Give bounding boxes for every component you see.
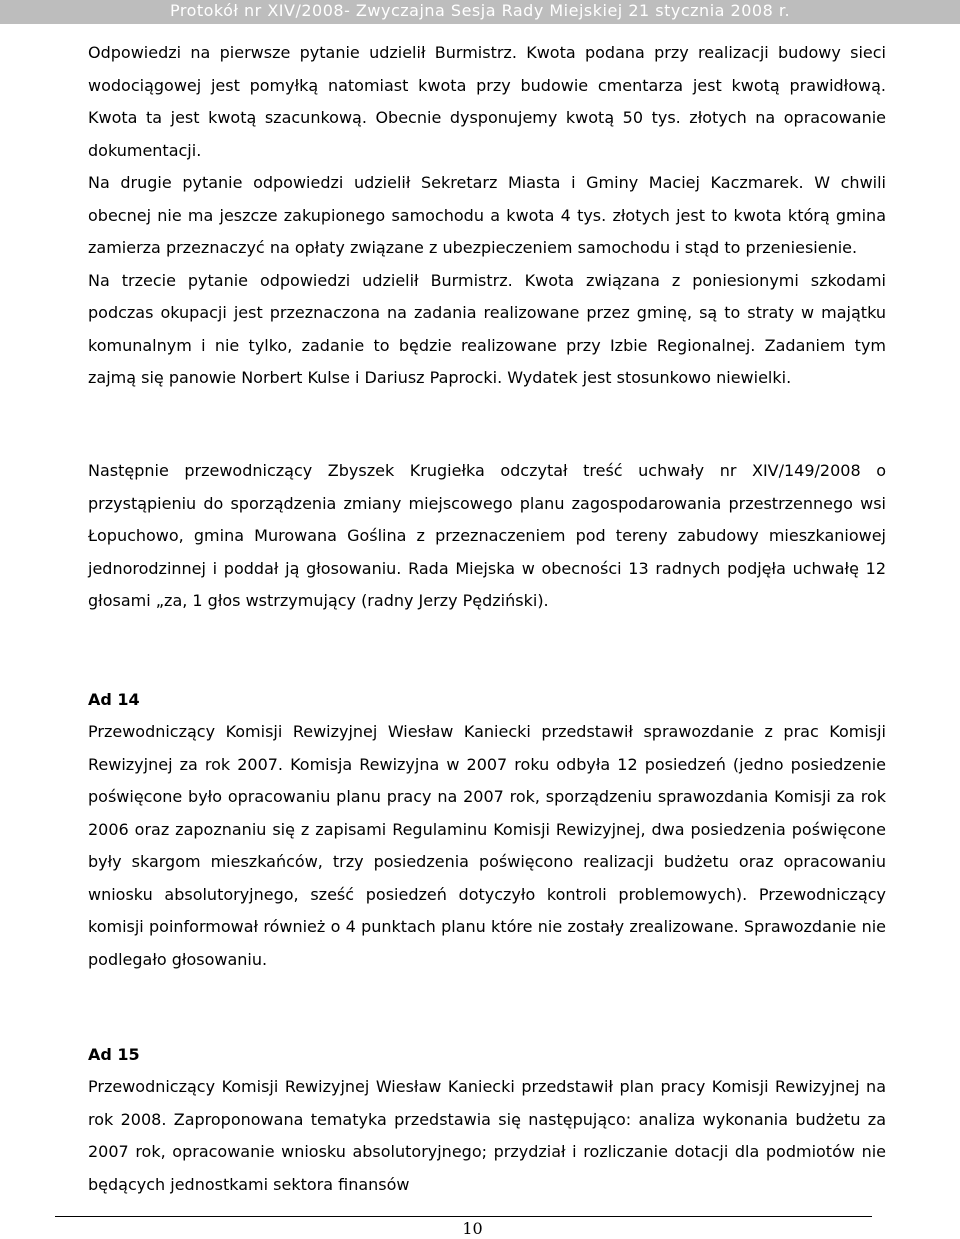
opening-answers-block <box>88 37 886 395</box>
section-15-block <box>88 1071 886 1201</box>
section-heading-ad-14: Ad 14 <box>88 690 140 709</box>
resolution-paragraph: Następnie przewodniczący Zbyszek Krugiełka odczytał treść uchwały nr XIV/149/2008 o przystąpieniu do sporządzenia zmiany miejscowego planu zagospodarowania przestrzennego wsi Łopuchowo, gmina Murowana Goślina z przeznaczeniem pod tereny zabudowy mieszkaniowej jednorodzinnej i poddał ją głosowaniu. Rada Miejska w obecności 13 radnych podjęła uchwałę 12 głosami „za, 1 głos wstrzymujący (radny Jerzy Pędziński). <box>88 461 886 610</box>
resolution-block <box>88 455 886 618</box>
section-15-paragraph: Przewodniczący Komisji Rewizyjnej Wiesław Kaniecki przedstawił plan pracy Komisji Rewizyjnej na rok 2008. Zaproponowana tematyka przedstawia się następująco: analiza wykonania budżetu za 2007 rok, opracowanie wniosku absolutoryjnego; przydział i rozliczanie dotacji dla podmiotów nie będących jednostkami sektora finansów <box>88 1077 886 1194</box>
answer-paragraph-first: Odpowiedzi na pierwsze pytanie udzielił Burmistrz. Kwota podana przy realizacji budowy sieci wodociągowej jest pomyłką natomiast kwota przy budowie cmentarza jest kwotą prawidłową. Kwota ta jest kwotą szacunkową. Obecnie dysponujemy kwotą 50 tys. złotych na opracowanie dokumentacji. <box>88 43 886 160</box>
section-heading-ad-15: Ad 15 <box>88 1045 140 1064</box>
document-header-title: Protokół nr XIV/2008- Zwyczajna Sesja Rady Miejskiej 21 stycznia 2008 r. <box>169 1 791 20</box>
section-14-paragraph: Przewodniczący Komisji Rewizyjnej Wiesław Kaniecki przedstawił sprawozdanie z prac Komisji Rewizyjnej za rok 2007. Komisja Rewizyjna w 2007 roku odbyła 12 posiedzeń (jedno posiedzenie poświęcone było opracowaniu planu pracy na 2007 rok, sporządzeniu sprawozdania Komisji za rok 2006 oraz zapoznaniu się z zapisami Regulaminu Komisji Rewizyjnej, dwa posiedzenia poświęcone były skargom mieszkańców, trzy posiedzenia poświęcono realizacji budżetu oraz opracowaniu wniosku absolutoryjnego, sześć posiedzeń dotyczyło kontroli problemowych). Przewodniczący komisji poinformował również o 4 punktach planu które nie zostały zrealizowane. Sprawozdanie nie podlegało głosowaniu. <box>88 722 886 969</box>
answer-paragraph-second: Na drugie pytanie odpowiedzi udzielił Sekretarz Miasta i Gminy Maciej Kaczmarek. W chwili obecnej nie ma jeszcze zakupionego samochodu a kwota 4 tys. złotych jest to kwota którą gmina zamierza przeznaczyć na opłaty związane z ubezpieczeniem samochodu i stąd to przeniesienie. <box>88 173 886 257</box>
footer-divider <box>55 1216 872 1217</box>
answer-paragraph-third: Na trzecie pytanie odpowiedzi udzielił Burmistrz. Kwota związana z poniesionymi szkodami podczas okupacji jest przeznaczona na zadania realizowane przez gminę, są to straty w majątku komunalnym i nie tylko, zadanie to będzie realizowane przy Izbie Regionalnej. Zadaniem tym zajmą się panowie Norbert Kulse i Dariusz Paprocki. Wydatek jest stosunkowo niewielki. <box>88 270 886 387</box>
section-14-block <box>88 716 886 976</box>
header-bar <box>0 0 960 24</box>
page-number: 10 <box>462 1219 483 1238</box>
